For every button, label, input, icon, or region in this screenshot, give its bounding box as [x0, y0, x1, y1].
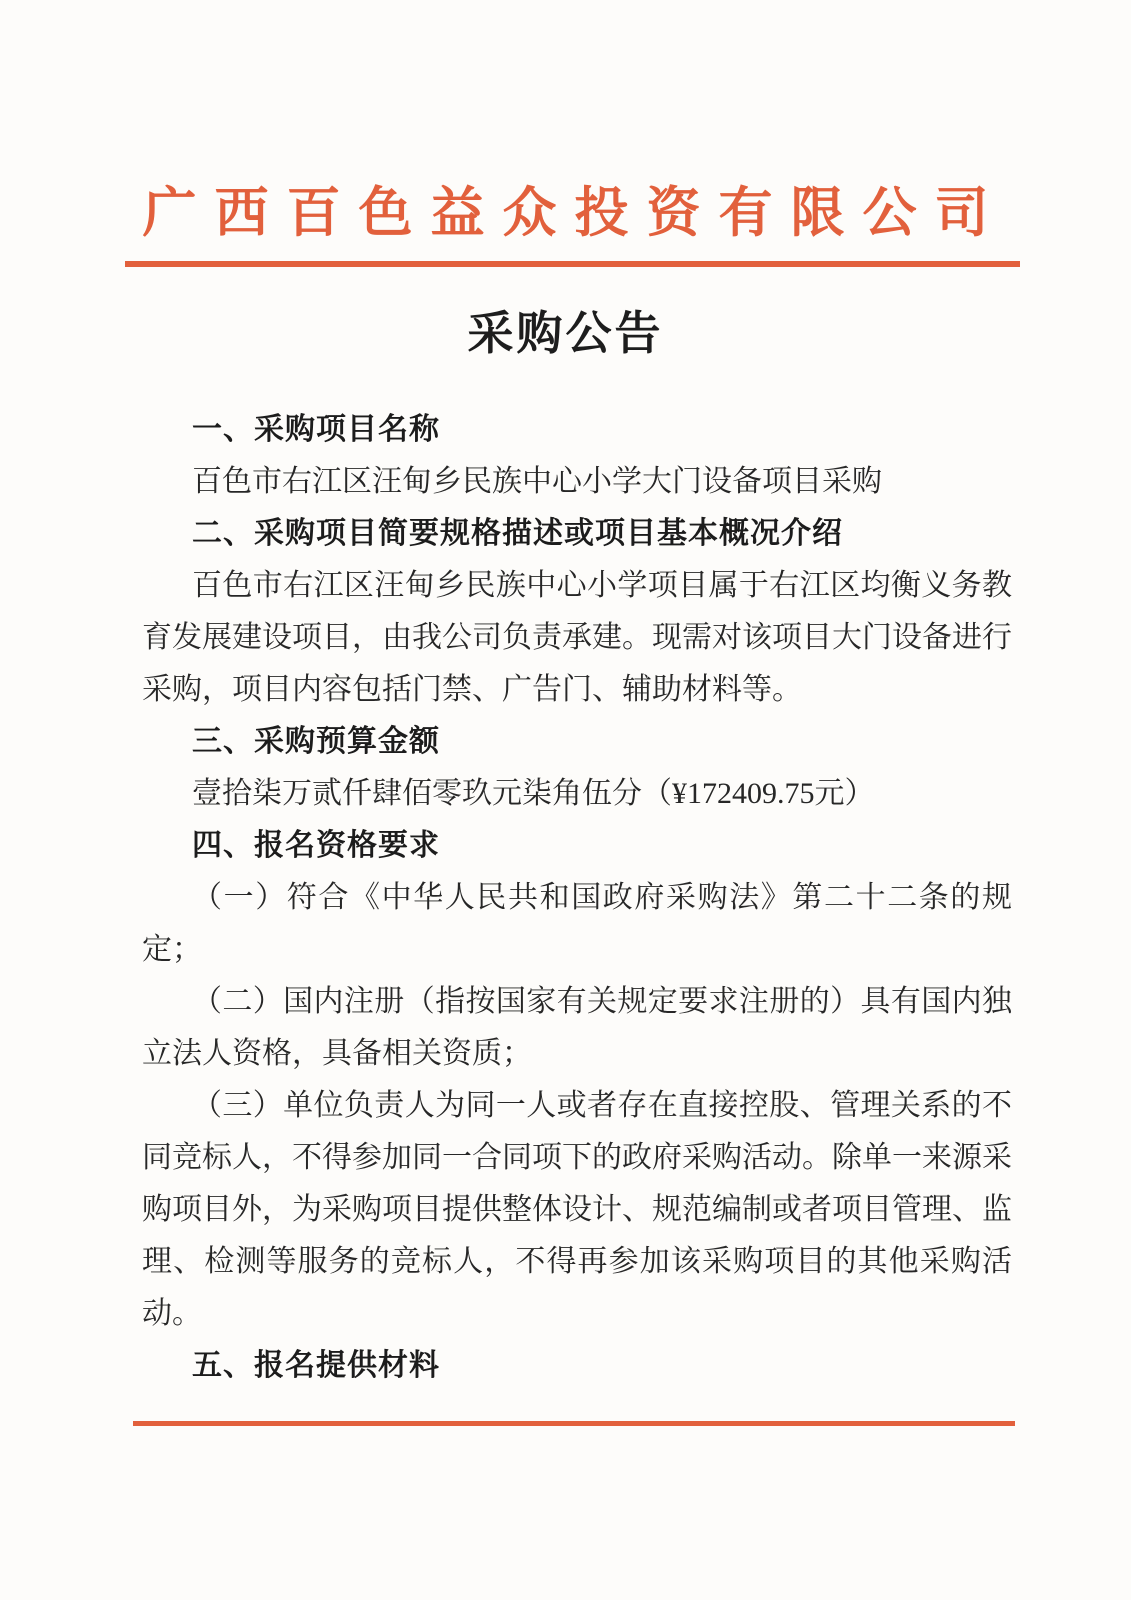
- section-materials: [142, 1340, 1012, 1392]
- section-budget: [142, 716, 1012, 820]
- section-project-overview: [142, 508, 1012, 716]
- section-heading: 二、采购项目简要规格描述或项目基本概况介绍: [192, 517, 843, 550]
- section-paragraph: （一）符合《中华人民共和国政府采购法》第二十二条的规定；: [142, 881, 1012, 966]
- section-heading: 四、报名资格要求: [192, 829, 440, 862]
- company-letterhead: 广西百色益众投资有限公司: [142, 183, 1007, 243]
- section-paragraph: 百色市右江区汪甸乡民族中心小学项目属于右江区均衡义务教育发展建设项目，由我公司负责承建。现需对该项目大门设备进行采购，项目内容包括门禁、广告门、辅助材料等。: [142, 569, 1012, 706]
- section-paragraph: 百色市右江区汪甸乡民族中心小学大门设备项目采购: [192, 465, 882, 498]
- footer-rule: [133, 1421, 1015, 1426]
- letterhead-rule: [125, 261, 1020, 267]
- section-heading: 一、采购项目名称: [192, 413, 440, 446]
- section-heading: 三、采购预算金额: [192, 725, 440, 758]
- section-heading: 五、报名提供材料: [192, 1349, 440, 1382]
- section-paragraph: （二）国内注册（指按国家有关规定要求注册的）具有国内独立法人资格，具备相关资质；: [142, 985, 1012, 1070]
- section-paragraph: （三）单位负责人为同一人或者存在直接控股、管理关系的不同竞标人，不得参加同一合同项下的政府采购活动。除单一来源采购项目外，为采购项目提供整体设计、规范编制或者项目管理、监理、检测等服务的竞标人，不得再参加该采购项目的其他采购活动。: [142, 1089, 1012, 1330]
- document-title: 采购公告: [467, 308, 664, 359]
- document-body: [142, 404, 1012, 1392]
- section-qualification: [142, 820, 1012, 1340]
- section-paragraph: 壹拾柒万贰仟肆佰零玖元柒角伍分（¥172409.75元）: [192, 777, 875, 810]
- section-project-name: [142, 404, 1012, 508]
